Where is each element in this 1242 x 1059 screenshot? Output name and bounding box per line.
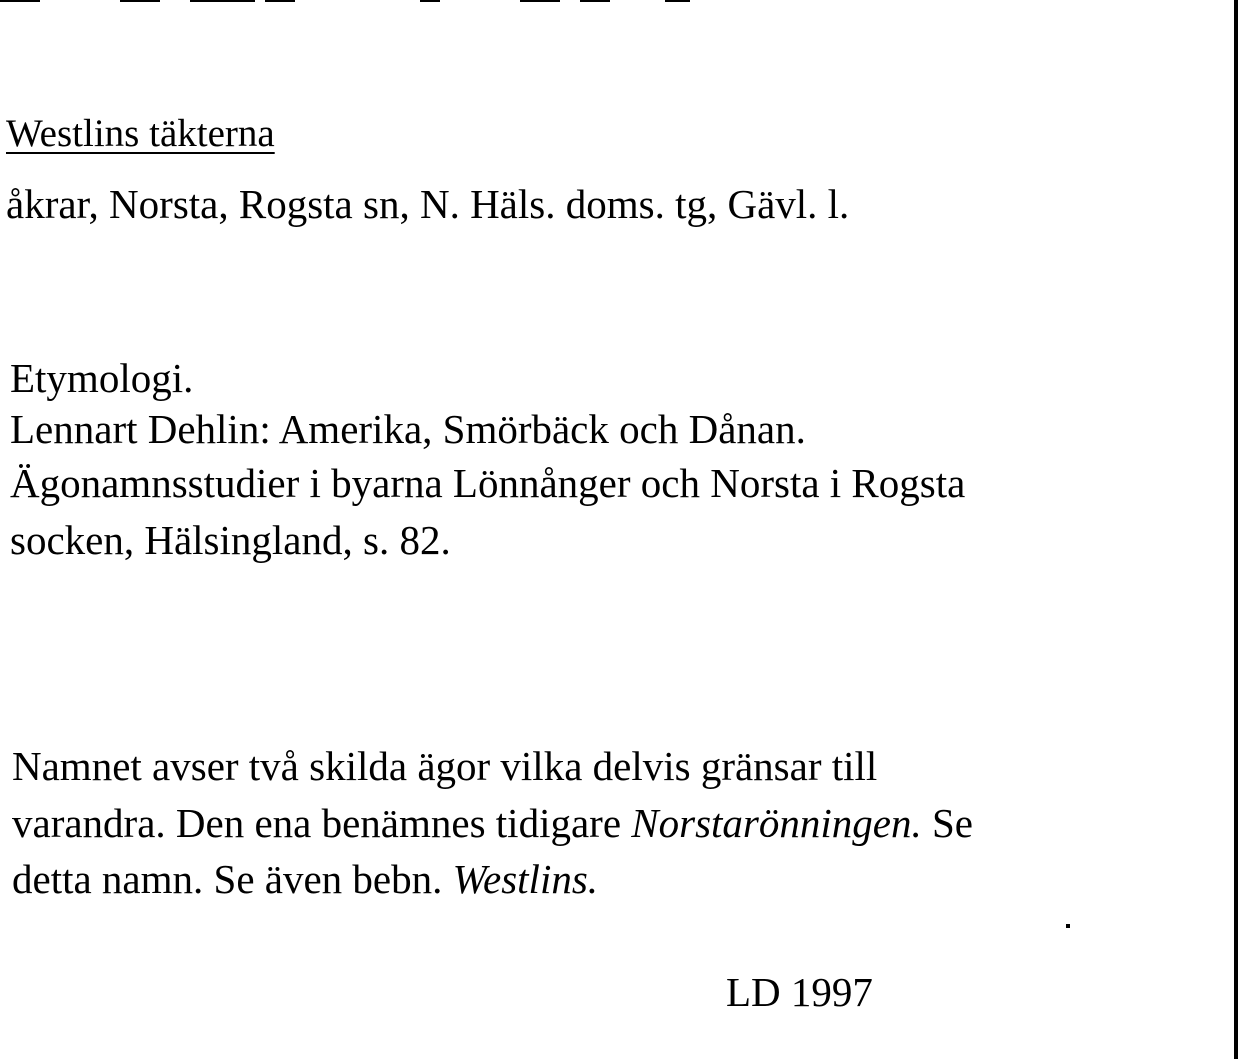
note-line (12, 853, 598, 905)
top-scan-edge (0, 0, 700, 3)
note-line: Namnet avser två skilda ägor vilka delvis gränsar till (12, 743, 878, 789)
place-description: åkrar, Norsta, Rogsta sn, N. Häls. doms. tg, Gävl. l. (6, 181, 850, 227)
signature: LD 1997 (726, 969, 873, 1015)
note-text: Se (921, 800, 973, 846)
italic-place-name: Westlins. (452, 856, 599, 902)
stray-mark (1066, 924, 1070, 928)
etymology-source-line: Lennart Dehlin: Amerika, Smörbäck och Dånan. (10, 406, 806, 452)
etymology-source-line: Ägonamnsstudier i byarna Lönnånger och Norsta i Rogsta (10, 460, 966, 506)
etymology-heading: Etymologi. (10, 355, 194, 401)
note-line (12, 797, 973, 849)
headword: Westlins täkterna (6, 112, 275, 155)
etymology-source-line: socken, Hälsingland, s. 82. (10, 517, 451, 563)
note-text: detta namn. Se även bebn. (12, 856, 453, 902)
card-right-border (1234, 0, 1238, 1059)
italic-place-name: Norstarönningen. (631, 800, 922, 846)
note-text: varandra. Den ena benämnes tidigare (12, 800, 632, 846)
